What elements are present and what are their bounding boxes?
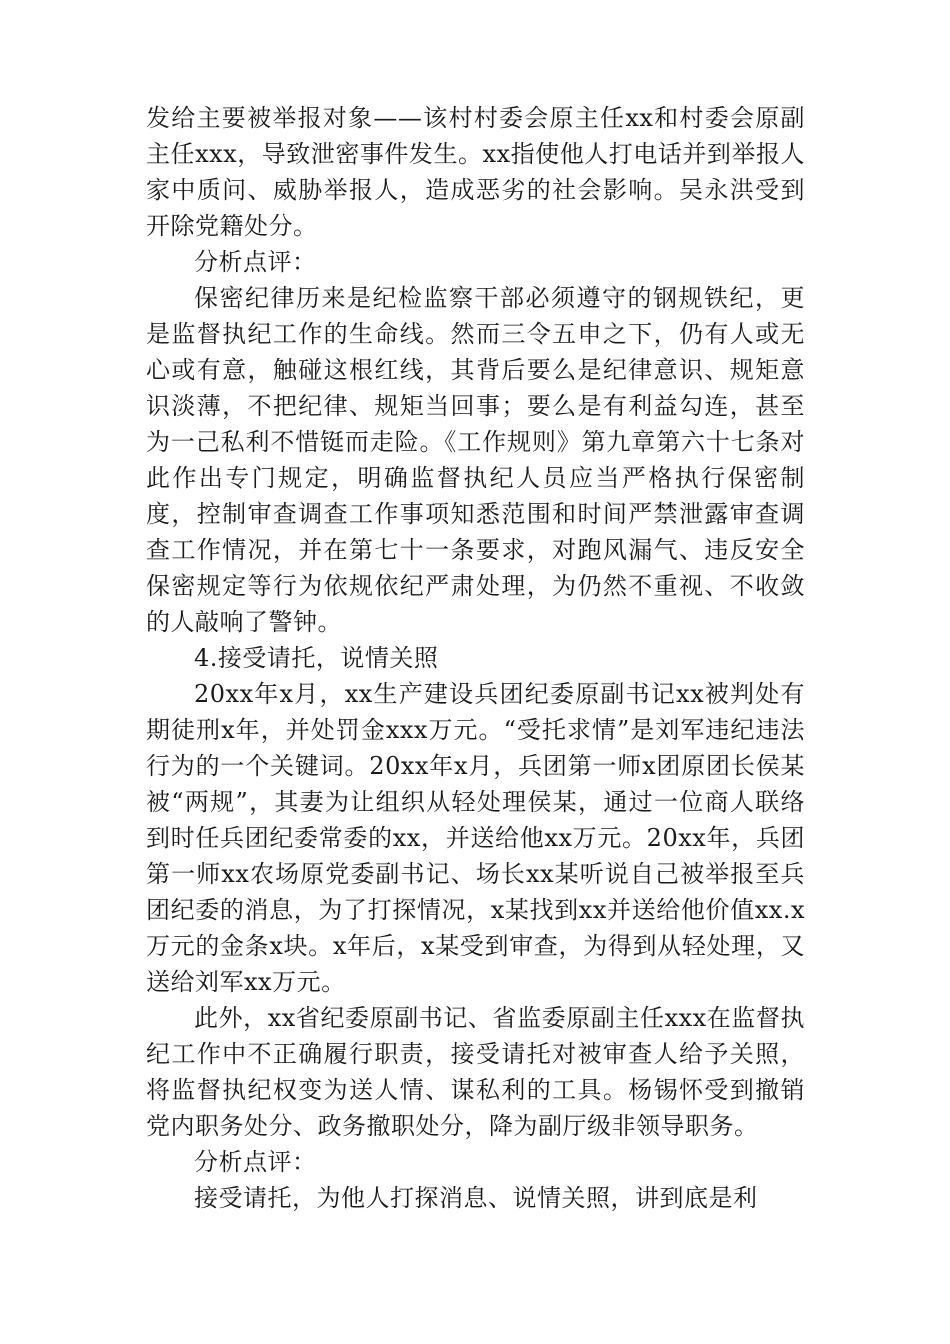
paragraph-analysis-heading-2: 分析点评： [194, 1148, 317, 1176]
paragraph-bingtuan-case: 20xx年x月，xx生产建设兵团纪委原副书记xx被判处有期徒刑x年，并处罚金xxx万元。“受托求情”是刘军违纪违法行为的一个关键词。20xx年x月，兵团第一师x团原团长侯某被“两规”，其妻为让组织从轻处理侯某，通过一位商人联络到时任兵团纪委常委的xx，并送给他xx万元。20xx年，兵团第一师xx农场原党委副书记、场长xx某听说自己被举报至兵团纪委的消息，为了打探情况，x某找到xx并送给他价值xx.x万元的金条x块。x年后，x某受到审查，为得到从轻处理，又送给刘军xx万元。 [146, 680, 805, 996]
paragraph-analysis-heading-1: 分析点评： [194, 248, 317, 276]
document-body [146, 100, 805, 1216]
paragraph-requests-analysis-start: 接受请托，为他人打探消息、说情关照，讲到底是利 [194, 1184, 758, 1212]
section-heading-accepting-requests: 4.接受请托，说情关照 [194, 644, 439, 672]
paragraph-confidentiality-analysis: 保密纪律历来是纪检监察干部必须遵守的钢规铁纪，更是监督执纪工作的生命线。然而三令五申之下，仍有人或无心或有意，触碰这根红线，其背后要么是纪律意识、规矩意识淡薄，不把纪律、规矩当回事；要么是有利益勾连，甚至为一己私利不惜铤而走险。《工作规则》第九章第六十七条对此作出专门规定，明确监督执纪人员应当严格执行保密制度，控制审查调查工作事项知悉范围和时间严禁泄露审查调查工作情况，并在第七十一条要求，对跑风漏气、违反安全保密规定等行为依规依纪严肃处理，为仍然不重视、不收敛的人敲响了警钟。 [146, 284, 805, 636]
paragraph-leak-case-end: 发给主要被举报对象——该村村委会原主任xx和村委会原副主任xxx，导致泄密事件发生。xx指使他人打电话并到举报人家中质问、威胁举报人，造成恶劣的社会影响。吴永洪受到开除党籍处分。 [146, 104, 805, 240]
paragraph-provincial-case: 此外，xx省纪委原副书记、省监委原副主任xxx在监督执纪工作中不正确履行职责，接受请托对被审查人给予关照，将监督执纪权变为送人情、谋私利的工具。杨锡怀受到撤销党内职务处分、政务撤职处分，降为副厅级非领导职务。 [146, 1004, 805, 1140]
